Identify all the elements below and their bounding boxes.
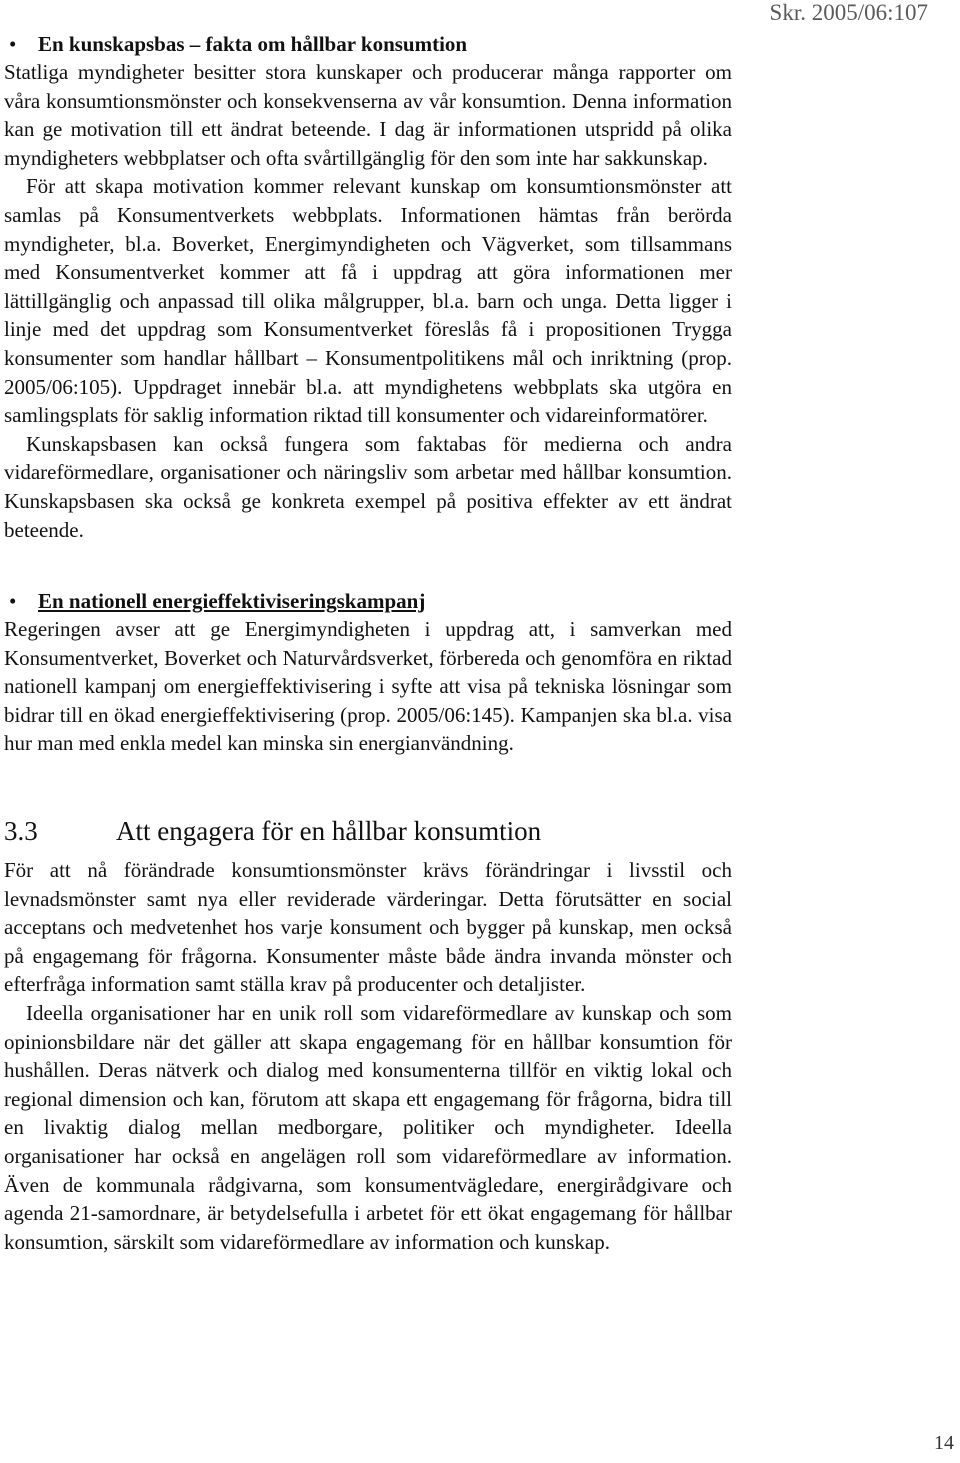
- paragraph: Statliga myndigheter besitter stora kunskaper och producerar många rapporter om våra konsumtionsmönster och konsekvenserna av vår konsumtion. Denna information kan ge motivation till ett ändrat beteende. I dag är informationen utspridd på olika myndigheters webbplatser och ofta svårtillgänglig för den som inte har sakkunskap.: [4, 60, 732, 170]
- spacer: [4, 544, 732, 587]
- section-title-text: En kunskapsbas – fakta om hållbar konsumtion: [38, 32, 468, 56]
- paragraph: Kunskapsbasen kan också fungera som faktabas för medierna och andra vidareförmedlare, organisationer och näringsliv som arbetar med hållbar konsumtion. Kunskapsbasen ska också ge konkreta exempel på positiva effekter av ett ändrat beteende.: [4, 431, 732, 542]
- bullet-icon: •: [9, 32, 17, 56]
- section-title-text: En nationell energieffektiviseringskampanj: [38, 589, 426, 614]
- section-title-energy-campaign: [9, 587, 732, 615]
- chapter-heading: [4, 814, 732, 848]
- page-body: [4, 30, 732, 1256]
- paragraph: Regeringen avser att ge Energimyndigheten i uppdrag att, i samverkan med Konsumentverket, Boverket och Naturvårdsverket, förbereda och genomföra en riktad nationell kampanj om energieffektivisering i syfte att visa på tekniska lösningar som bidrar till en ökad energieffektivisering (prop. 2005/06:145). Kampanjen ska bl.a. visa hur man med enkla medel kan minska sin energianvändning.: [4, 617, 732, 756]
- section-title-knowledge-base: [9, 30, 732, 58]
- paragraph: Ideella organisationer har en unik roll som vidareförmedlare av kunskap och som opinionsbildare när det gäller att skapa engagemang för en hållbar konsumtion för hushållen. Deras nätverk och dialog med konsumenterna tillför en viktig lokal och regional dimension och kan, förutom att skapa ett engagemang för frågorna, bidra till en livaktig dialog mellan medborgare, politiker och myndigheter. Ideella organisationer har också en angelägen roll som vidareförmedlare av information. Även de kommunala rådgivarna, som konsumentvägledare, energirådgivare och agenda 21-samordnare, är betydelsefulla i arbetet för ett ökat engagemang för hållbar konsumtion, särskilt som vidareförmedlare av information och kunskap.: [4, 1001, 732, 1254]
- paragraph: För att skapa motivation kommer relevant kunskap om konsumtionsmönster att samlas på Konsumentverkets webbplats. Informationen hämtas från berörda myndigheter, bl.a. Boverket, Energimyndigheten och Vägverket, som tillsammans med Konsumentverket kommer att få i uppdrag att göra informationen mer lättillgänglig och anpassad till olika målgrupper, bl.a. barn och unga. Detta ligger i linje med det uppdrag som Konsumentverket föreslås få i propositionen Trygga konsumenter som handlar hållbart – Konsumentpolitikens mål och inriktning (prop. 2005/06:105). Uppdraget innebär bl.a. att myndighetens webbplats ska utgöra en samlingsplats för saklig information riktad till konsumenter och vidareinformatörer.: [4, 174, 732, 428]
- bullet-icon: •: [9, 589, 17, 614]
- document-reference: Skr. 2005/06:107: [769, 0, 928, 25]
- spacer: [4, 758, 732, 814]
- chapter-title: Att engagera för en hållbar konsumtion: [116, 816, 542, 847]
- paragraph: För att nå förändrade konsumtionsmönster krävs förändringar i livsstil och levnadsmönster samt nya eller reviderade värderingar. Detta förutsätter en social acceptans och medvetenhet hos varje konsument och bygger på kunskap, men också på engagemang för frågorna. Konsumenter måste både ändra invanda mönster och efterfråga information samt ställa krav på producenter och detaljister.: [4, 858, 732, 997]
- chapter-number: 3.3: [4, 816, 38, 847]
- page-number: 14: [934, 1432, 954, 1454]
